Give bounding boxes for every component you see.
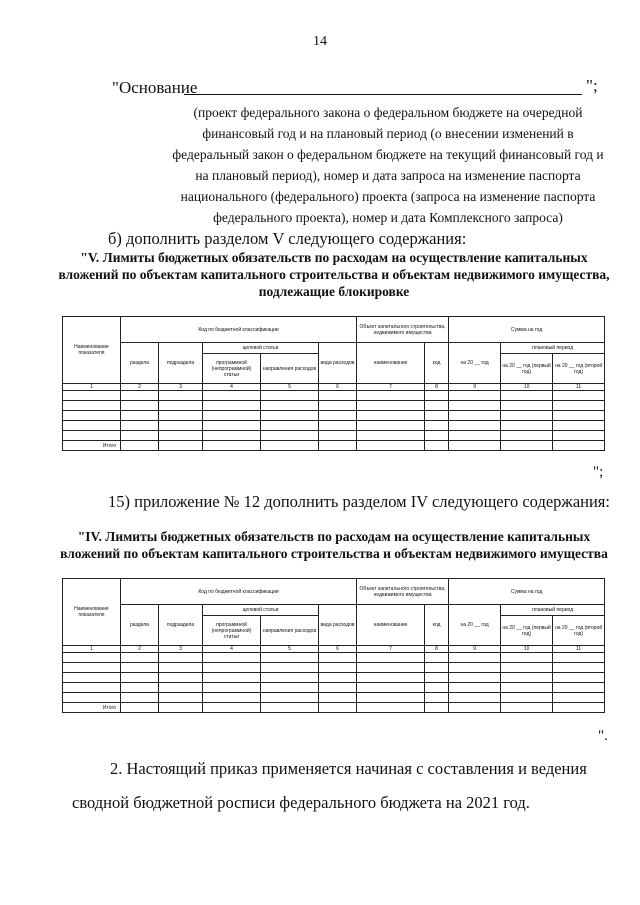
col-number: 3 — [159, 384, 203, 391]
table-row — [63, 653, 605, 663]
section-v-heading: "V. Лимиты бюджетных обязательств по расходам на осуществление капитальных вложений по объектам капитального строительства и объектам недвижимого имущества, подлежащие блокировке — [58, 250, 610, 299]
col-number: 2 — [121, 646, 159, 653]
table-close-mark: "; — [593, 464, 604, 480]
header-target-item: целевой статьи — [203, 605, 319, 616]
total-row — [63, 441, 605, 451]
col-number: 5 — [261, 384, 319, 391]
limits-table-capital — [62, 578, 605, 713]
table-row — [63, 683, 605, 693]
table-row — [63, 663, 605, 673]
header-object-code: код — [425, 605, 449, 646]
total-label: Итого — [63, 703, 121, 713]
header-year-first: на 20 __ год (первый год) — [501, 616, 553, 646]
header-target-item: целевой статьи — [203, 343, 319, 354]
header-subsection: подраздела — [159, 343, 203, 384]
basis-fill-line — [184, 94, 582, 95]
col-number: 11 — [553, 384, 605, 391]
table-row — [63, 693, 605, 703]
header-object: Объект капитального строительства, недвижимого имущества — [357, 317, 449, 343]
col-number: 10 — [501, 646, 553, 653]
table-row — [63, 421, 605, 431]
col-number: 11 — [553, 646, 605, 653]
header-object-name: наименование — [357, 343, 425, 384]
col-number: 7 — [357, 384, 425, 391]
col-number: 7 — [357, 646, 425, 653]
header-indicator-name: Наименование показателя — [63, 579, 121, 646]
header-year-current: на 20 __ год — [449, 343, 501, 384]
col-number: 2 — [121, 384, 159, 391]
header-year-first: на 20 __ год (первый год) — [501, 354, 553, 384]
col-number: 8 — [425, 646, 449, 653]
table-row — [63, 431, 605, 441]
header-amount: Сумма на год — [449, 317, 605, 343]
total-label: Итого — [63, 441, 121, 451]
col-number: 5 — [261, 646, 319, 653]
header-year-second: на 20 __ год (второй год) — [553, 354, 605, 384]
table-close-mark-2: ". — [598, 728, 608, 744]
header-budget-code: Код по бюджетной классификации — [121, 317, 357, 343]
header-expense-type: вида расходов — [319, 605, 357, 646]
col-number: 3 — [159, 646, 203, 653]
header-expense-direction: направления расходов — [261, 354, 319, 384]
table-row — [63, 391, 605, 401]
col-number: 10 — [501, 384, 553, 391]
section-b-intro: б) дополнить разделом V следующего содержания: — [108, 229, 467, 248]
table-row — [63, 673, 605, 683]
col-number: 4 — [203, 646, 261, 653]
basis-note: (проект федерального закона о федеральном бюджете на очередной финансовый год и на плановый период (о внесении изменений в федеральный закон о федеральном бюджете на текущий финансовый год и на плановый период), номер и дата запроса на изменение паспорта национального (федерального) проекта (запроса на изменение паспорта федерального проекта), номер и дата Комплексного запроса) — [172, 105, 604, 225]
col-number: 1 — [63, 384, 121, 391]
col-number: 9 — [449, 646, 501, 653]
header-object: Объект капитального строительства, недвижимого имущества — [357, 579, 449, 605]
table-row — [63, 411, 605, 421]
header-expense-type: вида расходов — [319, 343, 357, 384]
limits-table-blocked — [62, 316, 605, 451]
header-program-item: программной (непрограммной) статьи — [203, 616, 261, 646]
header-object-name: наименование — [357, 605, 425, 646]
col-number: 1 — [63, 646, 121, 653]
col-number: 4 — [203, 384, 261, 391]
header-program-item: программной (непрограммной) статьи — [203, 354, 261, 384]
header-section: раздела — [121, 343, 159, 384]
header-planned-period: плановый период — [501, 605, 605, 616]
col-number: 8 — [425, 384, 449, 391]
basis-label: "Основание — [112, 78, 198, 97]
page-number: 14 — [313, 34, 327, 49]
basis-closing: "; — [586, 76, 598, 95]
header-year-second: на 20 __ год (второй год) — [553, 616, 605, 646]
header-subsection: подраздела — [159, 605, 203, 646]
final-paragraph: 2. Настоящий приказ применяется начиная с составления и ведения сводной бюджетной росписи федерального бюджета на 2021 год. — [72, 759, 587, 812]
col-number: 9 — [449, 384, 501, 391]
header-indicator-name: Наименование показателя — [63, 317, 121, 384]
section-iv-heading: "IV. Лимиты бюджетных обязательств по расходам на осуществление капитальных вложений по объектам капитального строительства и объектам недвижимого имущества — [60, 529, 608, 561]
header-section: раздела — [121, 605, 159, 646]
total-row — [63, 703, 605, 713]
col-number: 6 — [319, 384, 357, 391]
item-15-intro: 15) приложение № 12 дополнить разделом IV следующего содержания: — [108, 492, 610, 511]
table-row — [63, 401, 605, 411]
header-planned-period: плановый период — [501, 343, 605, 354]
header-expense-direction: направления расходов — [261, 616, 319, 646]
col-number: 6 — [319, 646, 357, 653]
header-budget-code: Код по бюджетной классификации — [121, 579, 357, 605]
header-year-current: на 20 __ год — [449, 605, 501, 646]
header-amount: Сумма на год — [449, 579, 605, 605]
header-object-code: код — [425, 343, 449, 384]
